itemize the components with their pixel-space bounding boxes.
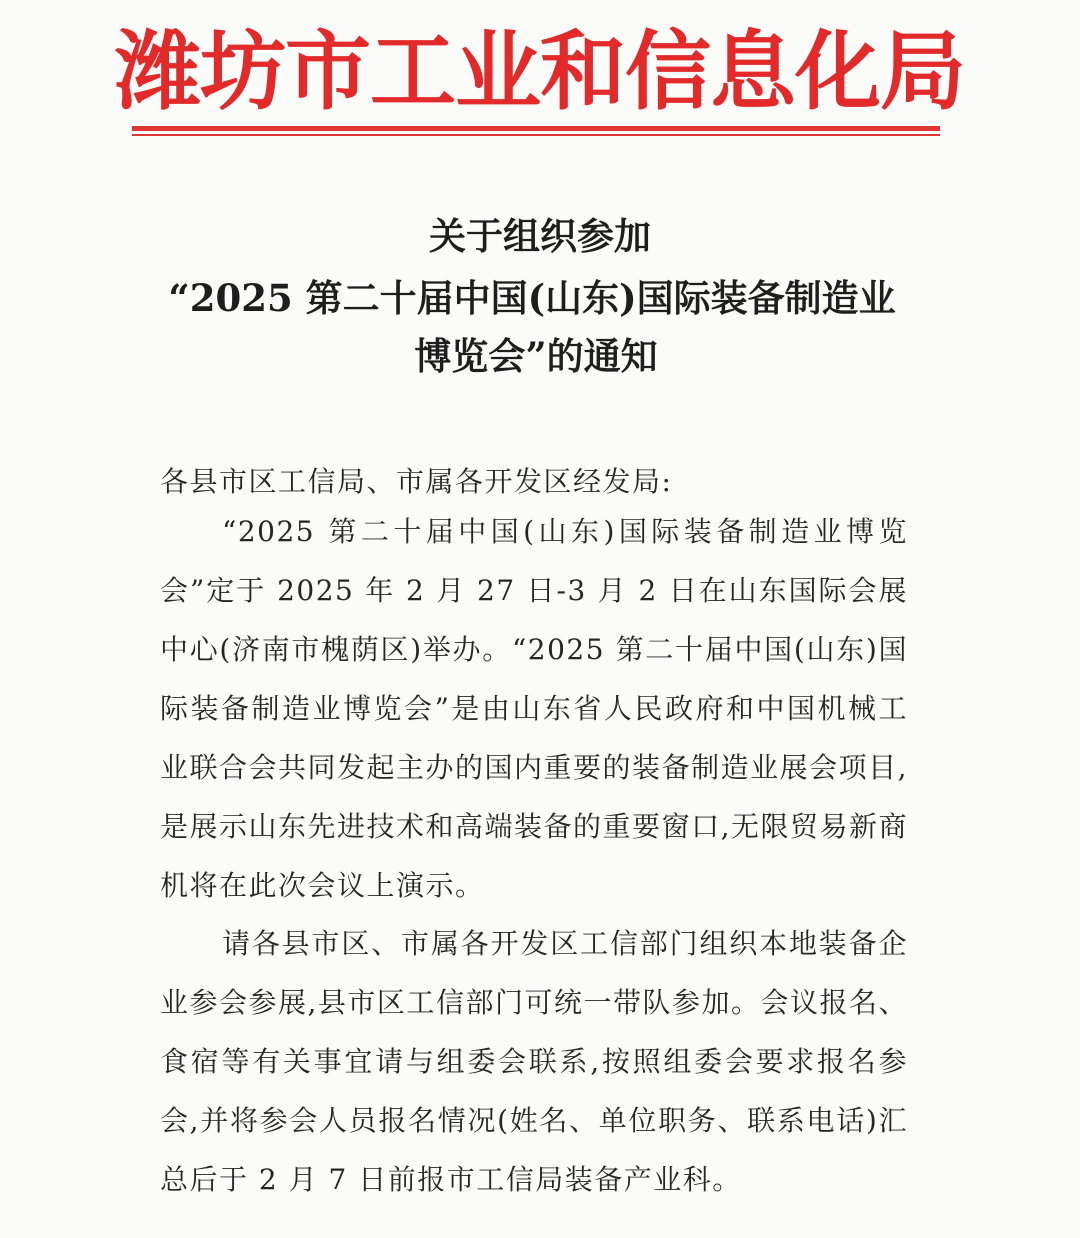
notice-title-line-1: 关于组织参加 (429, 214, 651, 258)
notice-paragraph-2: 请各县市区、市属各开发区工信部门组织本地装备企业参会参展,县市区工信部门可统一带队参加。会议报名、食宿等有关事宜请与组委会联系,按照组委会要求报名参会,并将参会人员报名情况(姓名、单位职务、联系电话)汇总后于 2 月 7 日前报市工信局装备产业科。 (160, 927, 908, 1196)
letterhead-agency-name: 潍坊市工业和信息化局 (115, 22, 965, 122)
notice-title-line-3: 博览会”的通知 (414, 334, 658, 378)
notice-title-line-2: “2025 第二十届中国(山东)国际装备制造业 (168, 276, 896, 320)
letterhead-red-rule-thick (132, 126, 940, 131)
letterhead-red-rule-thin (132, 134, 940, 136)
notice-paragraph-1: “2025 第二十届中国(山东)国际装备制造业博览会”定于 2025 年 2 月 27 日-3 月 2 日在山东国际会展中心(济南市槐荫区)举办。“2025 第二十届中国(山东)国际装备制造业博览会”是由山东省人民政府和中国机械工业联合会共同发起主办的国内重要的装备制造业展会项目,是展示山东先进技术和高端装备的重要窗口,无限贸易新商机将在此次会议上演示。 (160, 515, 908, 902)
notice-salutation: 各县市区工信局、市属各开发区经发局: (160, 465, 673, 498)
